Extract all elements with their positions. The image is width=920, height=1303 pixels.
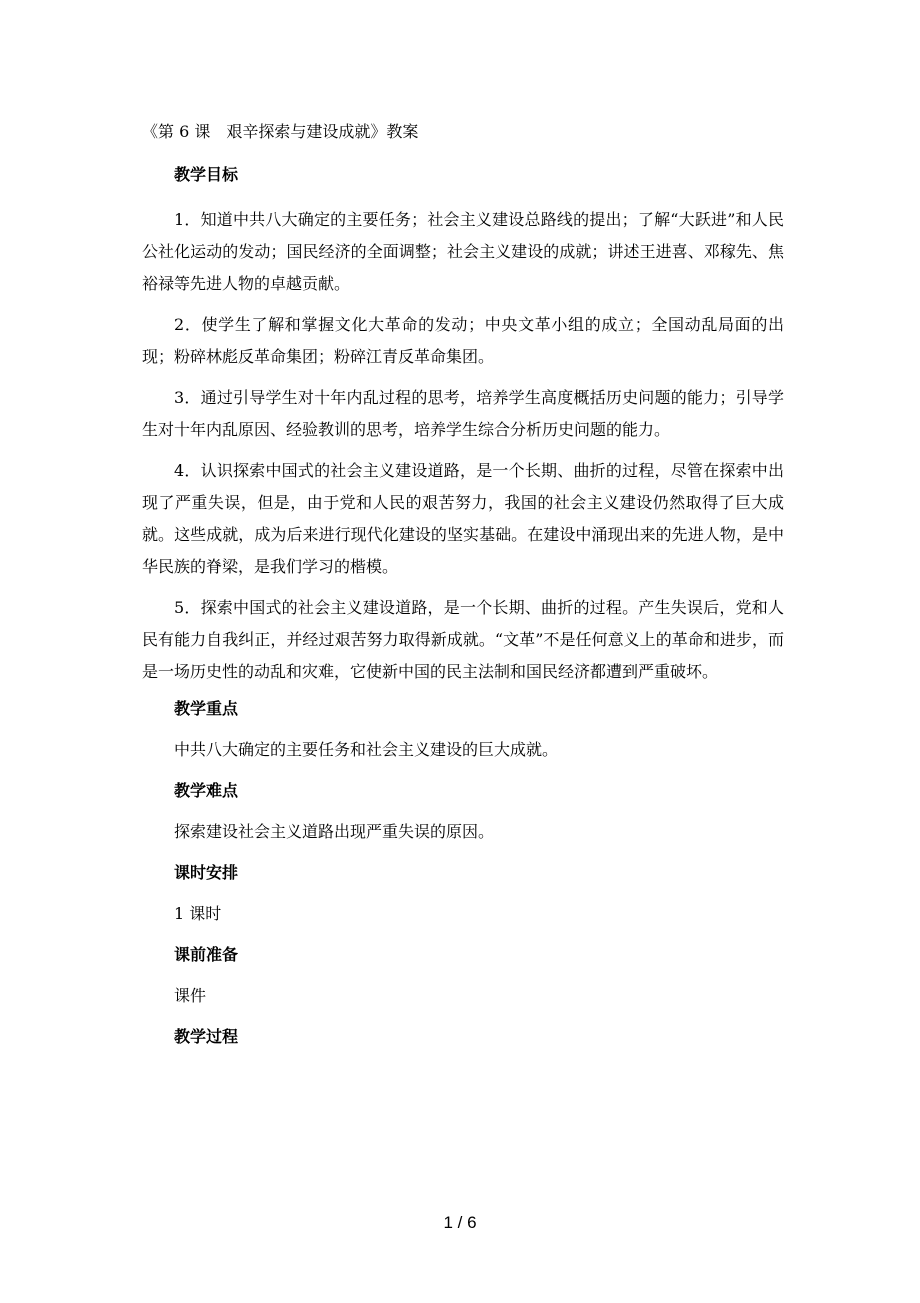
preparation-text: 课件 [174,986,207,1005]
key-points-heading: 教学重点 [174,699,239,718]
objective-item-4: 4．认识探索中国式的社会主义建设道路，是一个长期、曲折的过程，尽管在探索中出现了严重失误，但是，由于党和人民的艰苦努力，我国的社会主义建设仍然取得了巨大成就。这些成就，成为后来进行现代化建设的坚实基础。在建设中涌现出来的先进人物，是中华民族的脊梁，是我们学习的楷模。 [142,461,784,576]
document-title: 《第 6 课 艰辛探索与建设成就》教案 [142,122,419,141]
page-number: 1 / 6 [443,1213,477,1232]
schedule-heading: 课时安排 [174,863,239,882]
preparation-heading: 课前准备 [174,945,239,964]
objective-item-1: 1．知道中共八大确定的主要任务；社会主义建设总路线的提出；了解“大跃进”和人民公社化运动的发动；国民经济的全面调整；社会主义建设的成就；讲述王进喜、邓稼先、焦裕禄等先进人物的卓越贡献。 [142,210,784,293]
objective-item-5: 5．探索中国式的社会主义建设道路，是一个长期、曲折的过程。产生失误后，党和人民有能力自我纠正，并经过艰苦努力取得新成就。“文革”不是任何意义上的革命和进步，而是一场历史性的动乱和灾难，它使新中国的民主法制和国民经济都遭到严重破坏。 [142,598,784,681]
difficulties-heading: 教学难点 [174,781,239,800]
objective-item-2: 2．使学生了解和掌握文化大革命的发动；中央文革小组的成立；全国动乱局面的出现；粉碎林彪反革命集团；粉碎江青反革命集团。 [142,315,784,366]
document-body [142,120,784,1066]
key-points-text: 中共八大确定的主要任务和社会主义建设的巨大成就。 [174,740,559,759]
schedule-text: 1 课时 [174,904,222,923]
objective-item-3: 3．通过引导学生对十年内乱过程的思考，培养学生高度概括历史问题的能力；引导学生对十年内乱原因、经验教训的思考，培养学生综合分析历史问题的能力。 [142,388,784,439]
objectives-heading: 教学目标 [174,165,239,184]
difficulties-text: 探索建设社会主义道路出现严重失误的原因。 [174,822,495,841]
process-heading: 教学过程 [174,1027,239,1046]
